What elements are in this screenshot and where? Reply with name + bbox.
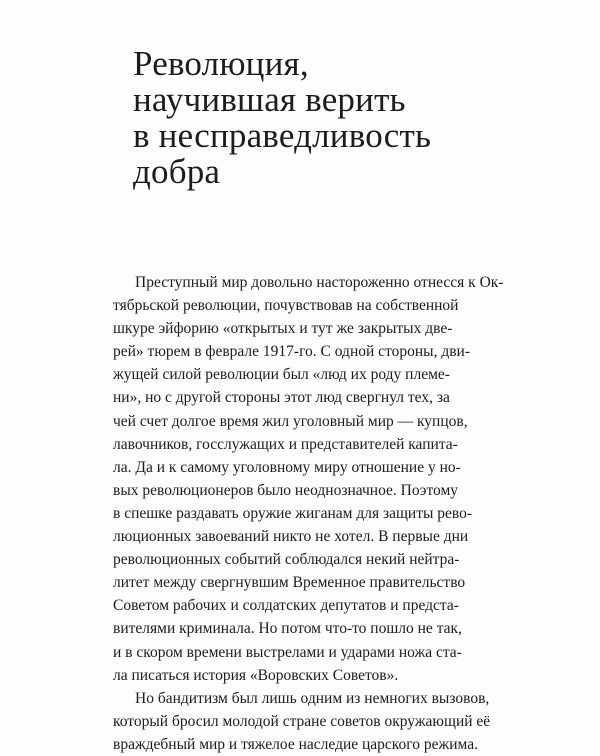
text-line: революционных событий соблюдался некий нейтра- [113,551,460,569]
chapter-title-line: научившая верить [133,80,406,119]
text-line: ла. Да и к самому уголовному миру отношение у но- [113,458,461,476]
text-line: люционных завоеваний никто не хотел. В первые дни [113,528,469,546]
body-text [113,271,563,756]
text-line: враждебный мир и тяжелое наследие царского режима. [113,735,478,753]
text-line: Преступный мир довольно настороженно отнесся к Ок- [135,274,504,291]
paragraph-1 [113,271,563,687]
text-line: литет между свергнувшим Временное правительство [113,574,466,592]
text-line: Советом рабочих и солдатских депутатов и предста- [113,597,459,615]
text-line: чей счет долгое время жил уголовный мир — купцов, [113,412,468,430]
text-line: ла писаться история «Воровских Советов». [113,666,399,684]
text-line: ни», но с другой стороны этот люд свергнул тех, за [113,389,450,407]
text-line: в спешке раздавать оружие жиганам для защиты рево- [113,504,473,522]
chapter-title-line: в несправедливость [133,116,432,155]
paragraph-2 [113,687,563,756]
text-line: вых революционеров было неоднозначное. Поэтому [113,481,459,499]
chapter-title-line: Революция, [133,44,309,83]
text-line: и в скором времени выстрелами и ударами ножа ста- [113,643,462,661]
text-line: шкуре эйфорию «открытых и тут же закрытых две- [113,320,453,338]
text-line: тябрьской революции, почувствовав на собственной [113,297,459,315]
chapter-title-line: добра [133,152,221,191]
text-line: вителями криминала. Но потом что-то пошло не так, [113,620,462,638]
text-line: который бросил молодой стране советов окружающий её [113,712,491,730]
text-line: рей» тюрем в феврале 1917-го. С одной стороны, дви- [113,343,470,361]
text-line: жущей силой революции был «люд их роду племе- [113,366,450,384]
chapter-title [133,46,573,190]
text-line: лавочников, госслужащих и представителей капита- [113,435,458,453]
text-line: Но бандитизм был лишь одним из немногих вызовов, [135,689,490,707]
